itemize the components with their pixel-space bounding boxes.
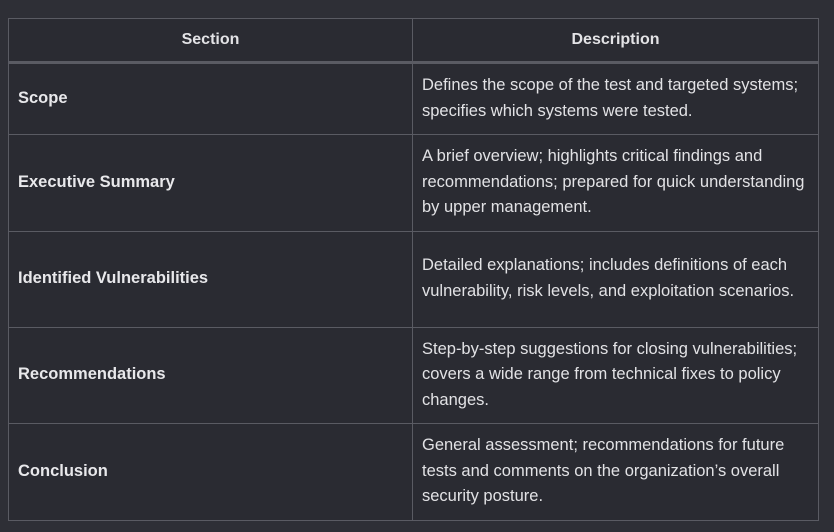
table-row (9, 424, 819, 521)
description-cell: A brief overview; highlights critical findings and recommendations; prepared for quick understanding by upper management. (413, 135, 819, 232)
section-cell: Conclusion (9, 424, 413, 521)
description-cell: Detailed explanations; includes definitions of each vulnerability, risk levels, and exploitation scenarios. (413, 231, 819, 327)
section-cell: Executive Summary (9, 135, 413, 232)
table-row (9, 135, 819, 232)
table-header-row (9, 19, 819, 63)
column-header-description: Description (413, 19, 819, 63)
section-cell: Identified Vulnerabilities (9, 231, 413, 327)
column-header-section: Section (9, 19, 413, 63)
table-row (9, 231, 819, 327)
description-cell: Defines the scope of the test and targeted systems; specifies which systems were tested. (413, 63, 819, 135)
description-cell: Step-by-step suggestions for closing vulnerabilities; covers a wide range from technical fixes to policy changes. (413, 327, 819, 424)
section-cell: Recommendations (9, 327, 413, 424)
table-row (9, 63, 819, 135)
report-sections-table (8, 18, 819, 521)
report-sections-table-container (8, 18, 818, 521)
table-row (9, 327, 819, 424)
description-cell: General assessment; recommendations for future tests and comments on the organization’s overall security posture. (413, 424, 819, 521)
section-cell: Scope (9, 63, 413, 135)
